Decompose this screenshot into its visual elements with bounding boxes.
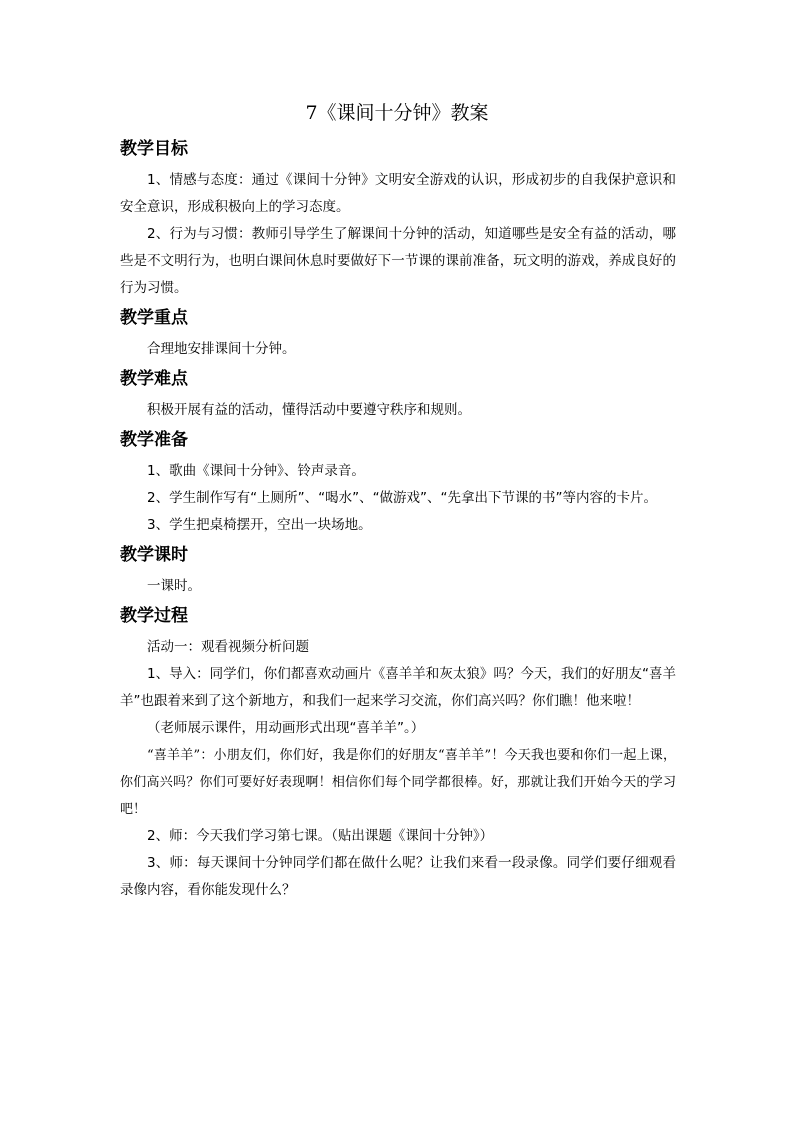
class-hours-text: 一课时。 [147, 578, 201, 594]
process-step-2: 2、师：今天我们学习第七课。（贴出课题《课间十分钟》） [147, 828, 494, 844]
objective-item-2: 2、行为与习惯：教师引导学生了解课间十分钟的活动，知道哪些是安全有益的活动，哪些是不文明行为，也明白课间休息时要做好下一节课的课前准备，玩文明的游戏，养成良好的行为习惯。 [120, 226, 676, 296]
objectives-heading: 教学目标 [120, 139, 188, 159]
process-step-1: 1、导入：同学们，你们都喜欢动画片《喜羊羊和灰太狼》吗？今天，我们的好朋友“喜羊羊”也跟着来到了这个新地方，和我们一起来学习交流，你们高兴吗？你们瞧！他来啦！ [120, 666, 676, 709]
preparation-heading: 教学准备 [120, 430, 188, 450]
preparation-item-3: 3、学生把桌椅摆开，空出一块场地。 [147, 517, 372, 533]
difficulties-heading: 教学难点 [120, 369, 188, 389]
preparation-item-1: 1、歌曲《课间十分钟》、铃声录音。 [147, 463, 365, 479]
preparation-item-2: 2、学生制作写有“上厕所”、“喝水”、“做游戏”、“先拿出下节课的书”等内容的卡片。 [147, 490, 658, 506]
key-points-heading: 教学重点 [120, 308, 188, 328]
process-step-3: 3、师：每天课间十分钟同学们都在做什么呢？让我们来看一段录像。同学们要仔细观看录像内容，看你能发现什么？ [120, 855, 676, 898]
process-note: （老师展示课件，用动画形式出现“喜羊羊”。） [147, 720, 425, 736]
process-dialog: “喜羊羊”：小朋友们，你们好，我是你们的好朋友“喜羊羊”！今天我也要和你们一起上课，你们高兴吗？你们可要好好表现啊！相信你们每个同学都很棒。好，那就让我们开始今天的学习吧！ [120, 748, 676, 817]
activity-title: 活动一：观看视频分析问题 [147, 639, 309, 655]
document-title: 7《课间十分钟》教案 [305, 102, 489, 124]
document-body [120, 137, 676, 904]
key-points-text: 合理地安排课间十分钟。 [147, 341, 296, 357]
class-hours-heading: 教学课时 [120, 545, 188, 565]
process-heading: 教学过程 [120, 606, 188, 626]
difficulties-text: 积极开展有益的活动，懂得活动中要遵守秩序和规则。 [147, 402, 471, 418]
objective-item-1: 1、情感与态度：通过《课间十分钟》文明安全游戏的认识，形成初步的自我保护意识和安全意识，形成积极向上的学习态度。 [120, 172, 676, 215]
